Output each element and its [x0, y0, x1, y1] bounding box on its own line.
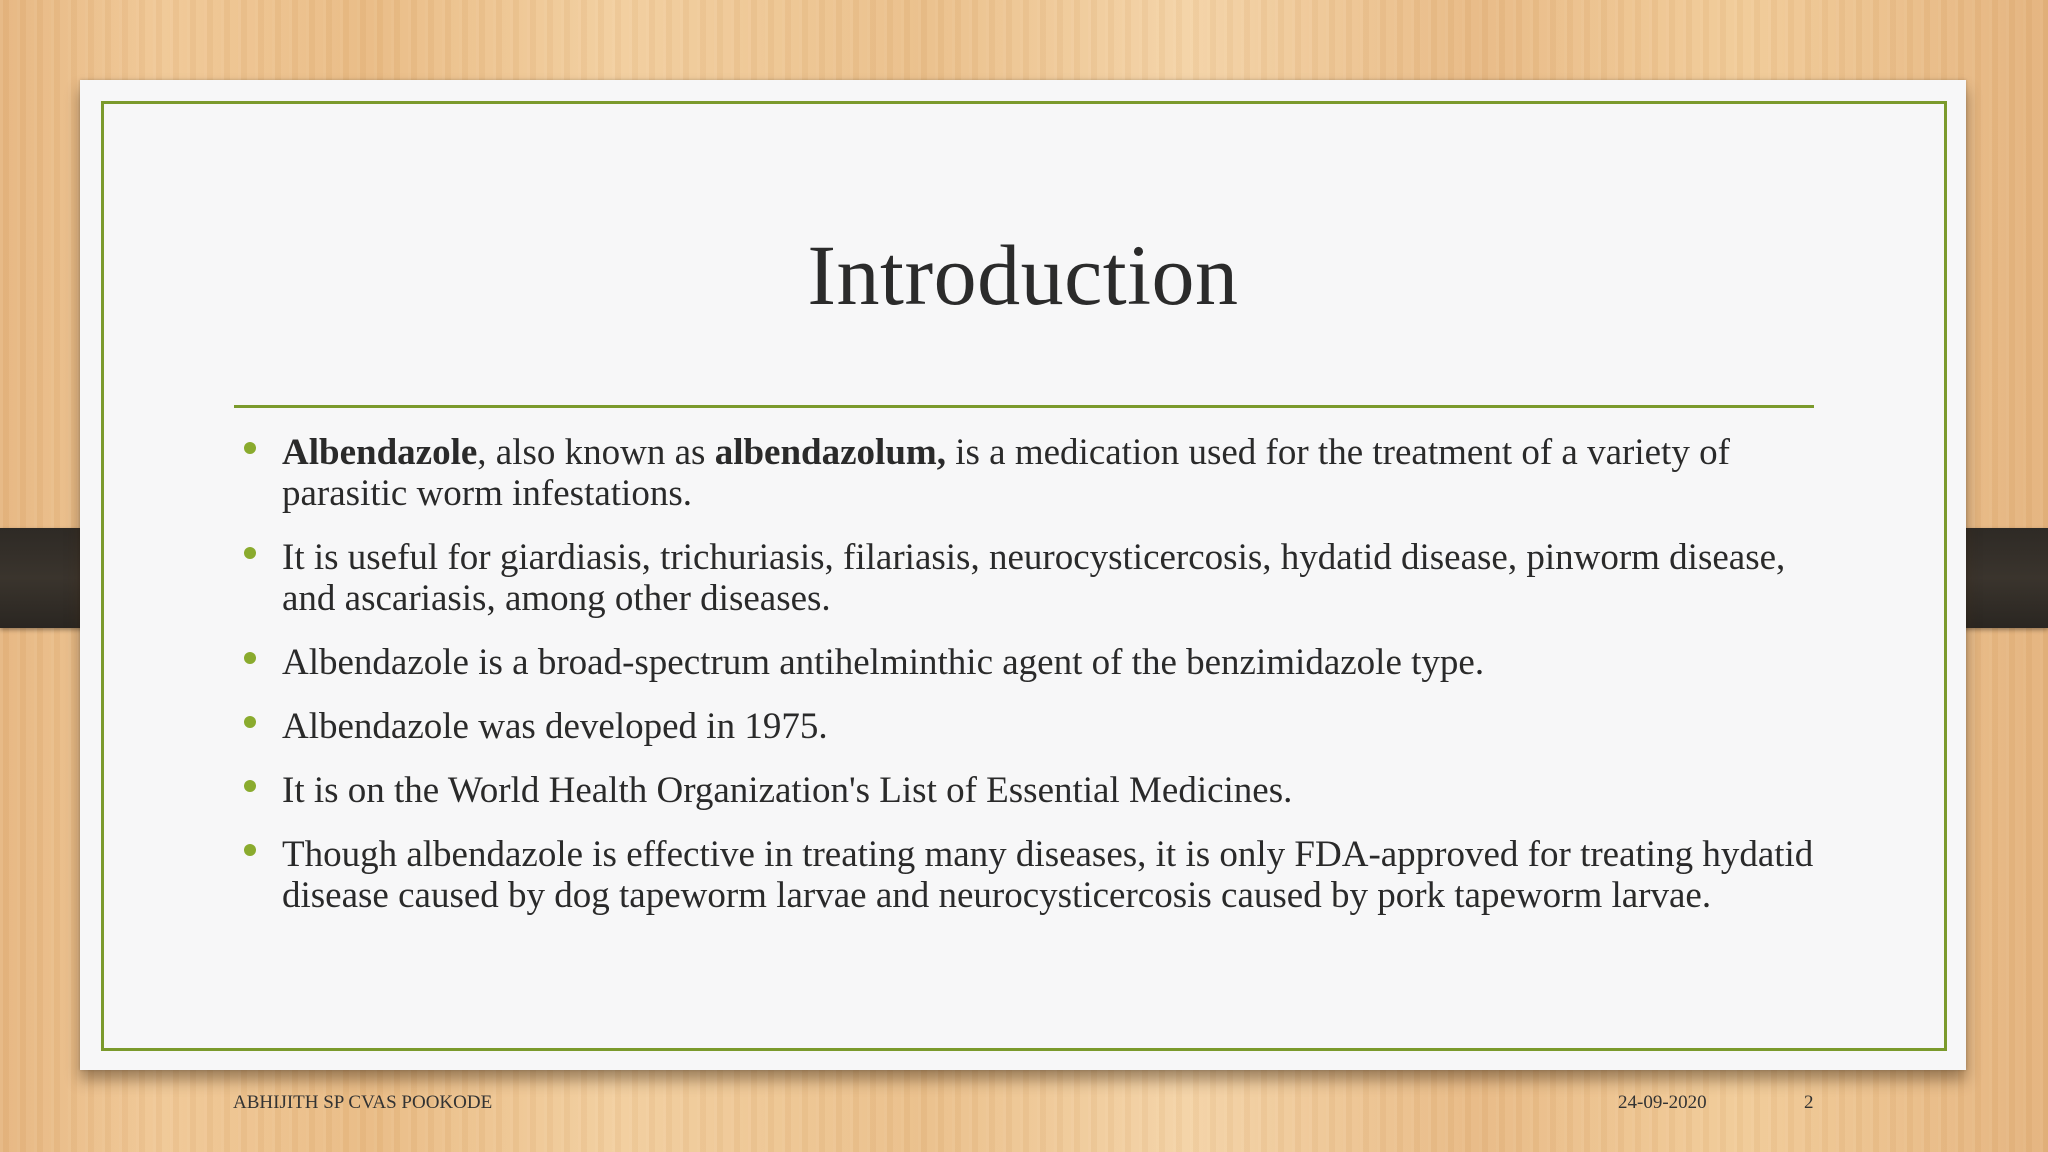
bullet-bold-term: albendazolum, [714, 432, 946, 473]
bullet-list [234, 432, 1834, 939]
bullet-bold-term: Albendazole [282, 432, 478, 473]
bullet-text: It is on the World Health Organization's List of Essential Medicines. [282, 770, 1293, 811]
slide [80, 80, 1966, 1113]
bullet-item [234, 706, 1834, 747]
footer-date: 24-09-2020 [1618, 1092, 1707, 1113]
slide-title: Introduction [807, 227, 1239, 323]
footer-author: ABHIJITH SP CVAS POOKODE [233, 1092, 493, 1113]
bullet-item [234, 642, 1834, 683]
bullet-text: Albendazole was developed in 1975. [282, 706, 828, 747]
bullet-text: Though albendazole is effective in treating many diseases, it is only FDA-approved for treating hydatid disease caused by dog tapeworm larvae and neurocysticercosis caused by pork tapeworm larvae. [282, 834, 1814, 916]
bullet-dot-icon [244, 780, 256, 792]
slide-number: 2 [1804, 1092, 1814, 1113]
bullet-item [234, 770, 1834, 811]
bullet-text: is a medication used for the treatment of a variety of parasitic worm infestations. [282, 432, 1730, 514]
bullet-text: , also known as [477, 432, 715, 473]
bullet-dot-icon [244, 652, 256, 664]
bullet-item [234, 834, 1834, 916]
bullet-item [234, 537, 1834, 619]
bullet-dot-icon [244, 547, 256, 559]
bullet-item [234, 432, 1834, 514]
bullet-text: It is useful for giardiasis, trichuriasis, filariasis, neurocysticercosis, hydatid disease, pinworm disease, and ascariasis, among other diseases. [282, 537, 1786, 619]
bullet-dot-icon [244, 716, 256, 728]
bullet-dot-icon [244, 442, 256, 454]
bullet-text: Albendazole is a broad-spectrum antihelminthic agent of the benzimidazole type. [282, 642, 1485, 683]
bullet-dot-icon [244, 844, 256, 856]
title-divider [234, 405, 1814, 408]
